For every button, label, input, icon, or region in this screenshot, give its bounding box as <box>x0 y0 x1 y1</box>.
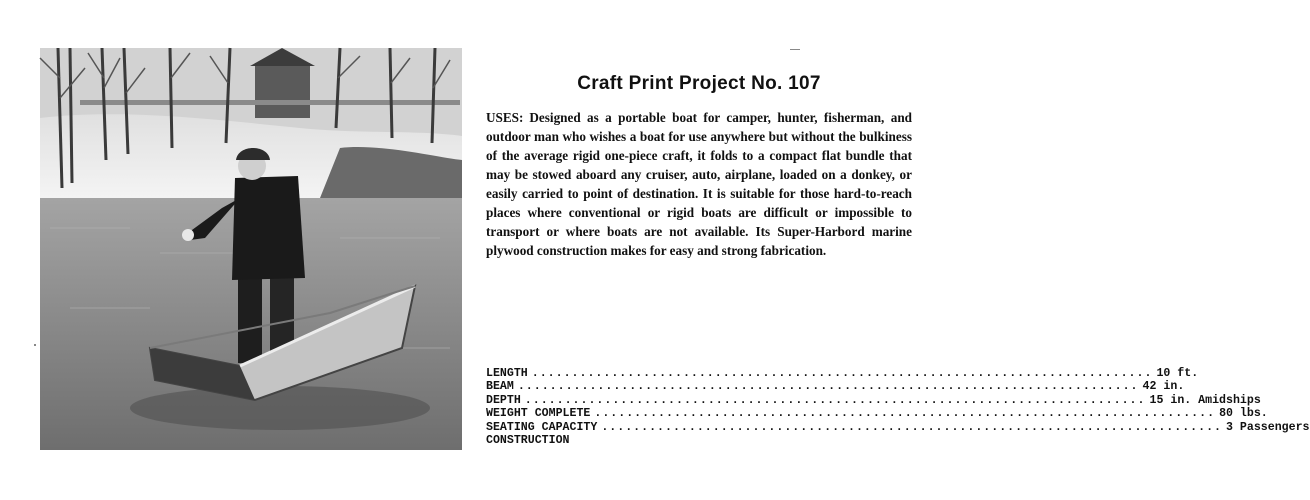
spec-value: 80 lbs. <box>1219 407 1268 421</box>
leader-dots: .............................................................................. <box>601 420 1223 434</box>
spec-row <box>486 380 1185 394</box>
spec-label: WEIGHT COMPLETE <box>486 407 591 421</box>
spec-label: DEPTH <box>486 393 521 407</box>
uses-paragraph <box>486 108 912 350</box>
spec-value: 10 ft. <box>1156 367 1199 380</box>
boat-photo <box>40 48 462 450</box>
uses-label: USES: <box>486 110 524 125</box>
spec-row <box>486 407 1268 421</box>
spec-row-cut <box>486 434 912 448</box>
boat-reflection <box>130 386 430 430</box>
boat-photo-illustration <box>40 48 462 450</box>
spec-row <box>486 420 1310 434</box>
scan-mark <box>790 49 800 50</box>
spec-label: CONSTRUCTION <box>486 434 570 448</box>
article-title: Craft Print Project No. 107 <box>577 73 821 94</box>
spec-label: BEAM <box>486 380 514 394</box>
fisherman-legs-left <box>238 273 262 363</box>
leader-dots: .............................................................................. <box>524 393 1146 407</box>
spec-value: 3 Passengers <box>1226 420 1310 434</box>
spec-value: 42 in. <box>1142 380 1185 394</box>
spec-value: 15 in. Amidships <box>1149 393 1261 407</box>
scan-mark <box>34 344 36 346</box>
spec-row <box>486 367 1199 380</box>
leader-dots: .............................................................................. <box>594 407 1216 421</box>
spec-label: SEATING CAPACITY <box>486 420 598 434</box>
house <box>255 63 310 118</box>
fisherman-torso <box>232 176 305 280</box>
spec-label: LENGTH <box>486 367 528 380</box>
fence <box>80 100 460 105</box>
leader-dots: .............................................................................. <box>531 367 1153 380</box>
spec-table <box>486 367 1310 448</box>
uses-text: Designed as a portable boat for camper, hunter, fisherman, and outdoor man who wishes a boat for use anywhere but without the bulkiness of the average rigid one-piece craft, it folds to a compact flat bundle that may be stowed aboard any cruiser, auto, airplane, loaded on a donkey, or easily carried to point of destination. It is suitable for those hard-to-reach places where conventional or rigid boats are difficult or impossible to transport or where boats are not available. Its Super-Harbord marine plywood construction makes for easy and strong fabrication. <box>486 110 912 258</box>
spec-row <box>486 393 1261 407</box>
fisherman-hand <box>182 229 194 241</box>
leader-dots: .............................................................................. <box>517 380 1139 394</box>
